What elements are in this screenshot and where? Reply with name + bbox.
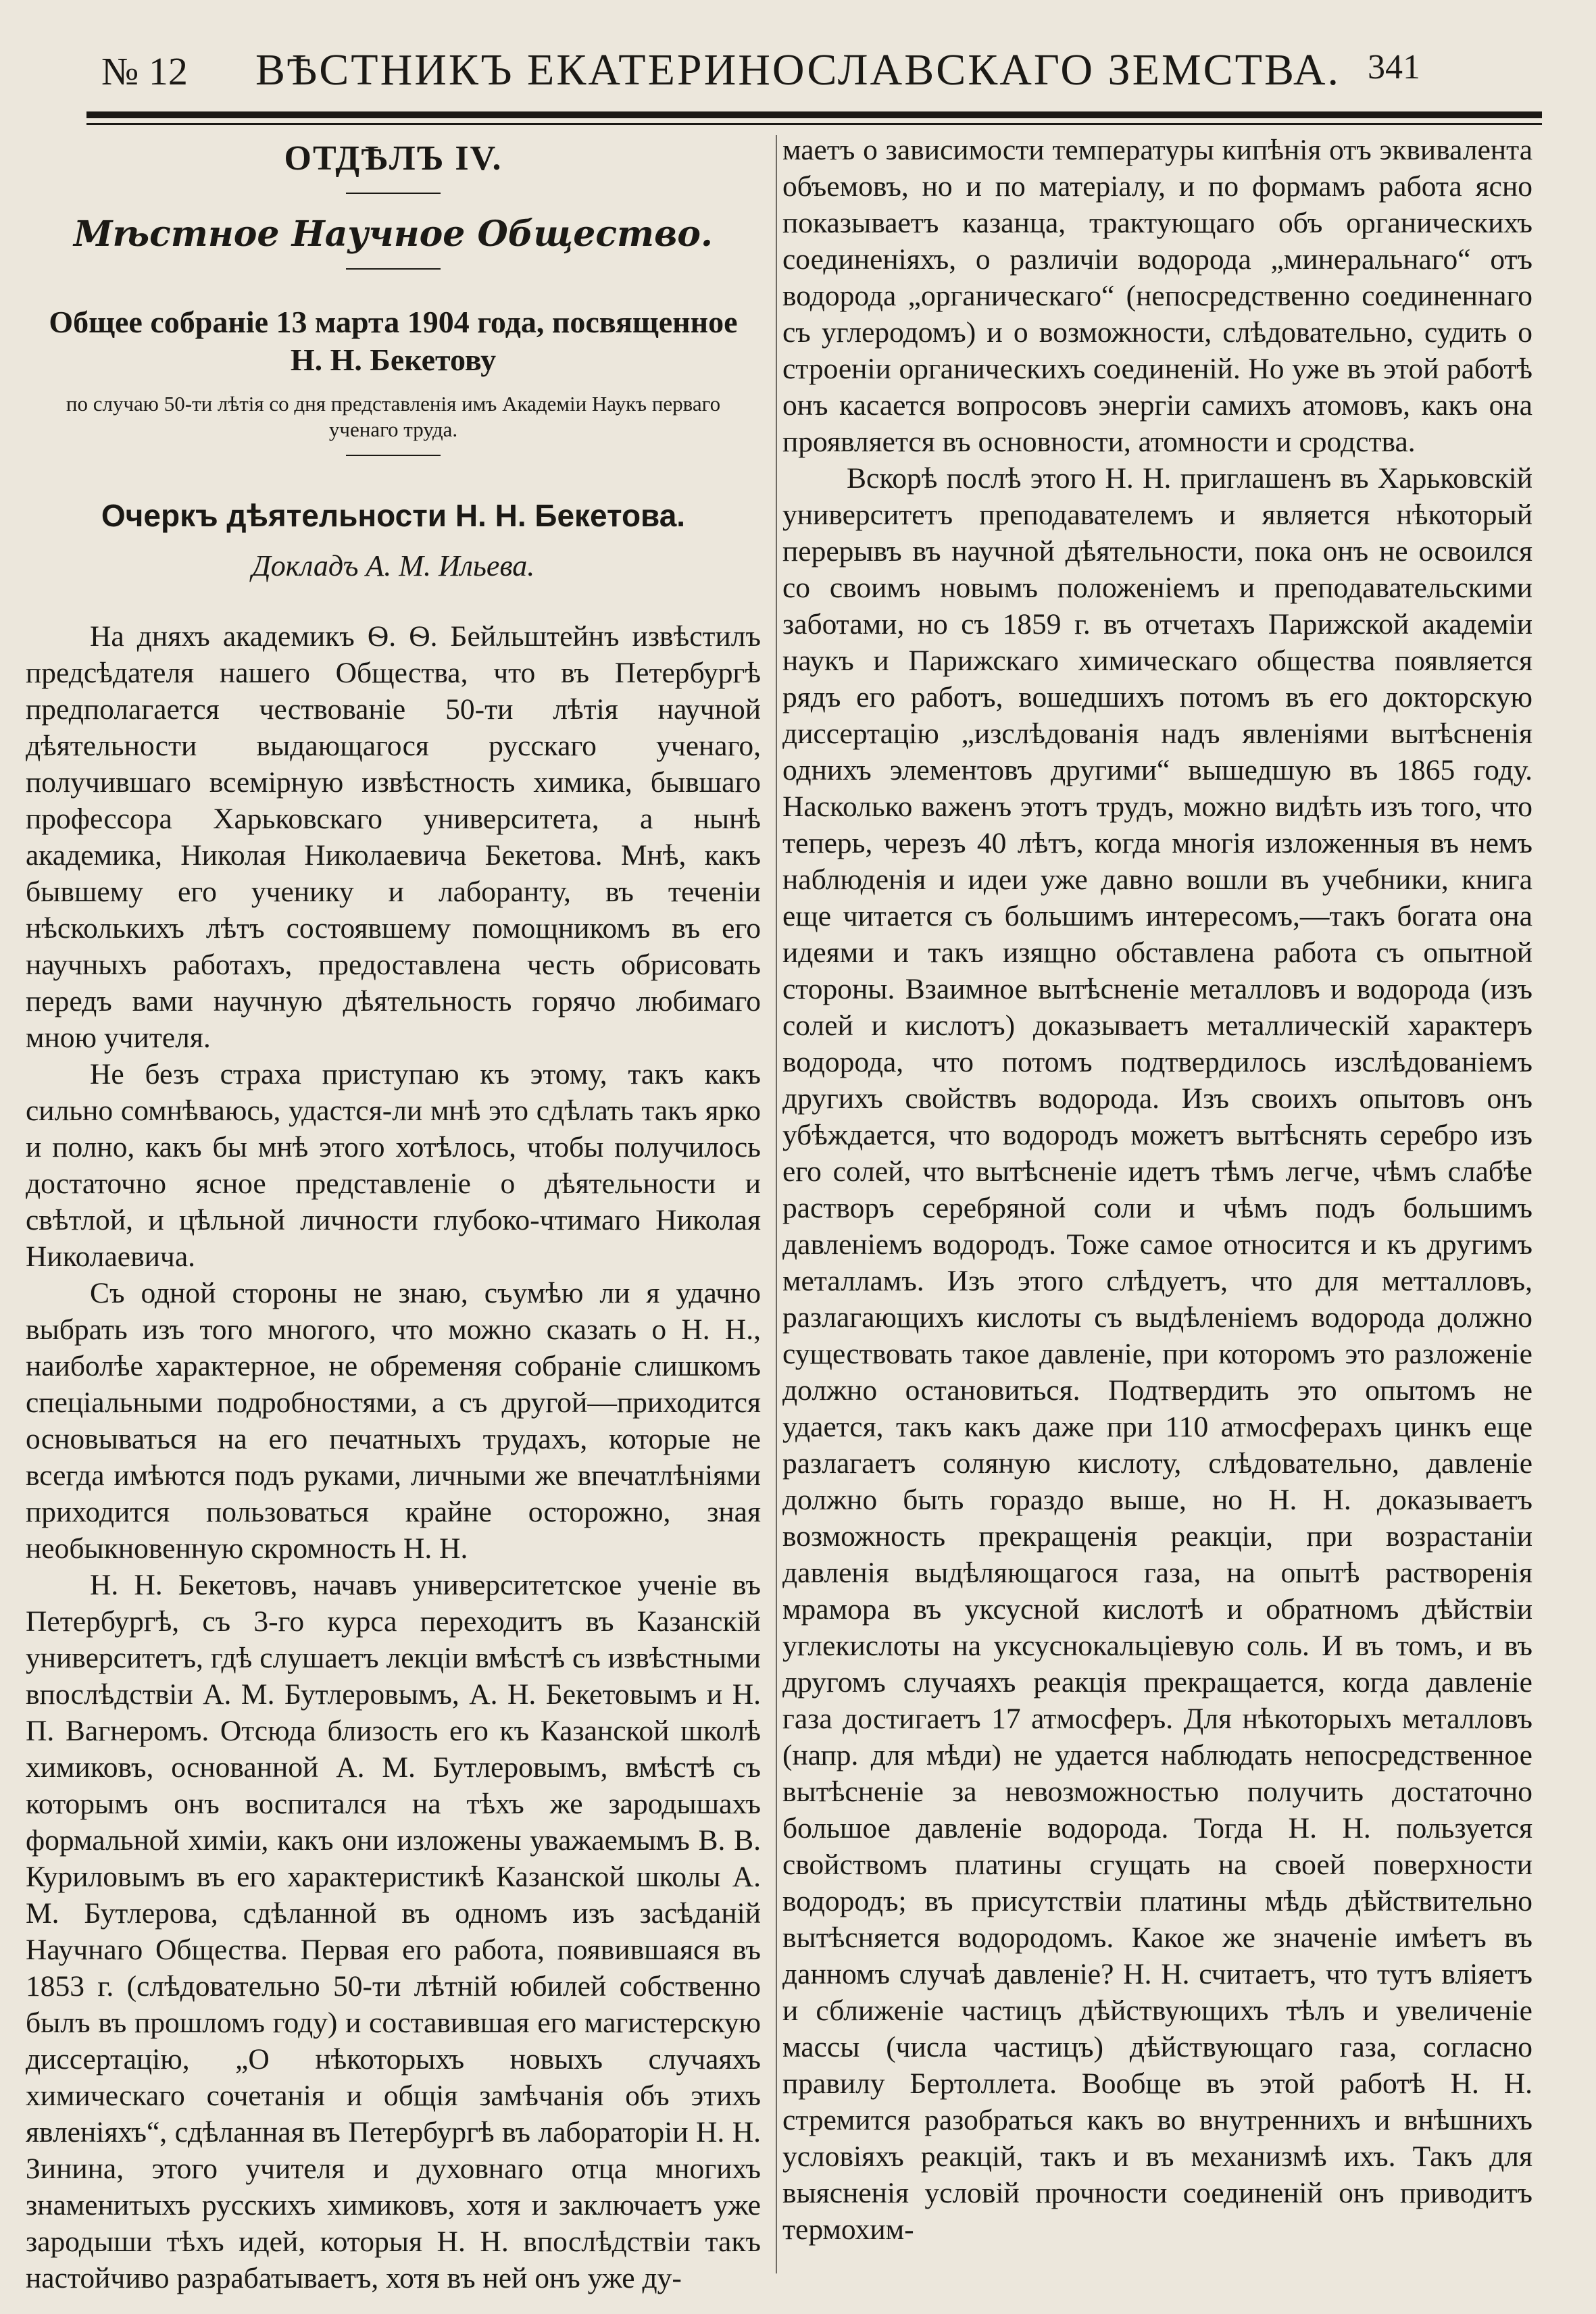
column-divider	[776, 135, 777, 2273]
issue-number: № 12	[101, 49, 188, 93]
paragraph: Не безъ страха приступаю къ этому, такъ какъ сильно сомнѣваюсь, удастся-ли мнѣ это сдѣлать такъ ярко и полно, какъ бы мнѣ этого хотѣлось, чтобы получилось достаточно ясное представленіе о дѣятельности и свѣтлой, и цѣльной личности глубоко-чтимаго Николая Николаевича.	[26, 1058, 761, 1273]
page-number: 341	[1368, 48, 1420, 86]
paragraph-continued: маетъ о зависимости температуры кипѣнія отъ эквивалента объемовъ, но и по матеріалу, и по формамъ работа ясно показываетъ казанца, трактующаго объ органическихъ соединеніяхъ, о различіи водорода „минеральнаго“ отъ водорода „органическаго“ (непосредственно соединеннаго съ углеродомъ) и о возможности, слѣдовательно, судить о строеніи органическихъ соединеній. Но уже въ этой работѣ онъ касается вопросовъ энергіи самихъ атомовъ, какъ она проявляется въ основности, атомности и сродства.	[782, 134, 1532, 458]
header-rule-thin	[86, 123, 1542, 125]
author-line: Докладъ А. М. Ильева.	[251, 549, 535, 582]
title-rule	[346, 193, 441, 194]
header-rule	[86, 111, 1542, 118]
society-name: Мѣстное Научное Общество.	[73, 213, 714, 255]
left-column	[26, 132, 761, 2296]
right-column	[782, 132, 1532, 2248]
paragraph: Съ одной стороны не знаю, съумѣю ли я удачно выбрать изъ того многого, что можно сказать о Н. Н., наиболѣе характерное, не обременяя собраніе слишкомъ спеціальными подробностями, а съ другой—приходится основываться на его печатныхъ трудахъ, которые не всегда имѣются подъ руками, личными же впечатлѣніями приходится пользоваться крайне осторожно, зная необыкновенную скромность Н. Н.	[26, 1277, 761, 1565]
occasion-rule	[346, 455, 441, 456]
essay-title: Очеркъ дѣятельности Н. Н. Бекетова.	[101, 498, 686, 533]
paragraph: Н. Н. Бекетовъ, начавъ университетское ученіе въ Петербургѣ, съ 3-го курса переходитъ въ Казанскій университетъ, гдѣ слушаетъ лекціи вмѣстѣ съ извѣстными впослѣдствіи А. М. Бутлеровымъ, А. Н. Бекетовымъ и Н. П. Вагнеромъ. Отсюда близость его къ Казанской школѣ химиковъ, основанной А. М. Бутлеровымъ, вмѣстѣ съ которымъ онъ воспитался на тѣхъ же зародышахъ формальной химіи, какъ они изложены уважаемымъ В. В. Куриловымъ въ его характеристикѣ Казанской школы А. М. Бутлерова, сдѣланной въ одномъ изъ засѣданій Научнаго Общества. Первая его работа, появившаяся въ 1853 г. (слѣдовательно 50-ти лѣтній юбилей собственно былъ въ прошломъ году) и составившая его магистерскую диссертацію, „О нѣкоторыхъ новыхъ случаяхъ химическаго сочетанія и общія замѣчанія объ этихъ явленіяхъ“, сдѣланная въ Петербургѣ въ лабораторіи Н. Н. Зинина, этого учителя и духовнаго отца многихъ знаменитыхъ русскихъ химиковъ, хотя и заключаетъ уже зародыши тѣхъ идей, которыя Н. Н. впослѣдствіи такъ настойчиво разрабатываетъ, хотя въ ней онъ уже ду-	[26, 1569, 761, 2294]
running-head	[88, 39, 1508, 100]
paragraph: Вскорѣ послѣ этого Н. Н. приглашенъ въ Харьковскій университетъ преподавателемъ и является нѣкоторый перерывъ въ научной дѣятельности, пока онъ не освоился со своимъ новымъ положеніемъ и преподавательскими заботами, но съ 1859 г. въ отчетахъ Парижской академіи наукъ и Парижскаго химическаго общества появляется рядъ его работъ, вошедшихъ потомъ въ его докторскую диссертацію „изслѣдованія надъ явленіями вытѣсненія однихъ элементовъ другими“ вышедшую въ 1865 году. Насколько важенъ этотъ трудъ, можно видѣть изъ того, что теперь, черезъ 40 лѣтъ, когда многія изложенныя въ немъ наблюденія и идеи уже давно вошли въ учебники, книга еще читается съ большимъ интересомъ,—такъ богата она идеями и такъ изящно обставлена работа съ опытной стороны. Взаимное вытѣсненіе металловъ и водорода (изъ солей и кислотъ) доказываетъ металлическій характеръ водорода, что потомъ подтвердилось изслѣдованіемъ другихъ свойствъ водорода. Изъ своихъ опытовъ онъ убѣждается, что водородъ можетъ вытѣснять серебро изъ его солей, что вытѣсненіе идетъ тѣмъ легче, чѣмъ слабѣе растворъ серебряной соли и чѣмъ подъ большимъ давленіемъ водородъ. Тоже самое относится и къ другимъ металламъ. Изъ этого слѣдуетъ, что для метталловъ, разлагающихъ кислоты съ выдѣленіемъ водорода должно существовать такое давленіе, при которомъ это разложеніе должно остановиться. Подтвердить это опытомъ не удается, такъ какъ даже при 110 атмосферахъ цинкъ еще разлагаетъ соляную кислоту, слѣдовательно, давленіе должно быть гораздо выше, но Н. Н. доказываетъ возможность прекращенія реакціи, при возрастаніи давленія выдѣляющагося газа, на опытѣ растворенія мрамора въ уксусной кислотѣ и обратномъ дѣйствіи углекислоты на уксуснокальціевую соль. И въ томъ, и въ другомъ случаяхъ реакція прекращается, когда давленіе газа достигаетъ 17 атмосферъ. Для нѣкоторыхъ металловъ (напр. для мѣди) не удается наблюдать непосредственное вытѣсненіе за невозможностью получить достаточно большое давленіе водорода. Тогда Н. Н. пользуется свойствомъ платины сгущать на своей поверхности водородъ; въ присутствіи платины мѣдь дѣйствительно вытѣсняется водородомъ. Какое же значеніе имѣетъ въ данномъ случаѣ давленіе? Н. Н. считаетъ, что тутъ вліяетъ и сближеніе частицъ дѣйствующихъ тѣлъ и увеличеніе массы (числа частицъ) дѣйствующаго газа, согласно правилу Бертоллета. Вообще въ этой работѣ Н. Н. стремится разобраться какъ во внутреннихъ и внѣшнихъ условіяхъ реакцій, такъ и въ механизмѣ ихъ. Такъ для выясненія условій прочности соединеній онъ приводитъ термохим-	[782, 462, 1532, 2246]
paragraph: На дняхъ академикъ Ѳ. Ѳ. Бейльштейнъ извѣстилъ предсѣдателя нашего Общества, что въ Петербургѣ предполагается чествованіе 50-ти лѣтія научной дѣятельности выдающагося русскаго ученаго, получившаго всемірную извѣстность химика, бывшаго профессора Харьковскаго университета, а нынѣ академика, Николая Николаевича Бекетова. Мнѣ, какъ бывшему его ученику и лаборанту, въ теченіи нѣсколькихъ лѣтъ состоявшему помощникомъ въ его научныхъ работахъ, предоставлена честь обрисовать передъ вами научную дѣятельность горячо любимаго мною учителя.	[26, 620, 761, 1054]
journal-title: ВѢСТНИКЪ ЕКАТЕРИНОСЛАВСКАГО ЗЕМСТВА.	[255, 45, 1341, 95]
section-title: ОТДѢЛЪ IV.	[284, 139, 503, 178]
occasion-subheading: по случаю 50-ти лѣтія со дня представленія имъ Академіи Наукъ перваго ученаго труда.	[66, 392, 721, 441]
society-rule	[346, 268, 441, 270]
meeting-heading: Общее собраніе 13 марта 1904 года, посвященное Н. Н. Бекетову	[49, 305, 738, 377]
